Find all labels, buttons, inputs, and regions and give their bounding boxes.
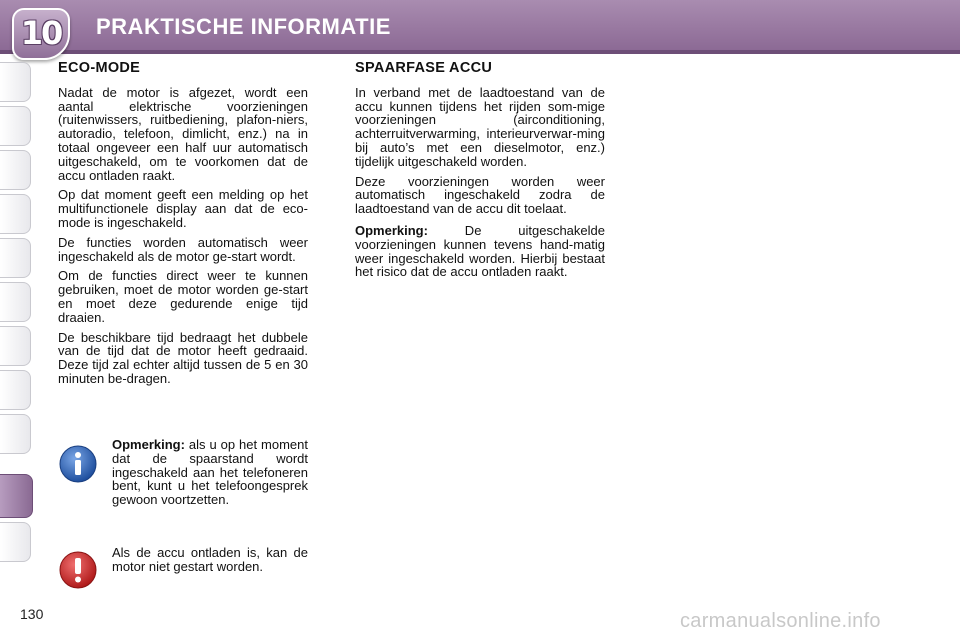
chapter-tab-2[interactable] xyxy=(0,106,31,146)
chapter-tab-3[interactable] xyxy=(0,150,31,190)
warning-note xyxy=(58,546,308,606)
battery-saving-paragraph: Deze voorzieningen worden weer automatisch ingeschakeld zodra de laadtoestand van de accu dit toelaat. xyxy=(355,173,605,217)
chapter-tabs xyxy=(0,62,34,582)
eco-mode-section xyxy=(58,62,308,392)
chapter-badge xyxy=(12,8,70,60)
watermark: carmanualsonline.info xyxy=(680,610,881,632)
battery-saving-section xyxy=(355,62,605,285)
eco-mode-paragraph: Nadat de motor is afgezet, wordt een aantal elektrische voorzieningen (ruitenwissers, ruitbediening, plafon-niers, autoradio, telefoon, dimlicht, enz.) na in totaal ongeveer een half uur automatisch uitgeschakeld, om te voorkomen dat de accu ontladen raakt. xyxy=(58,84,308,183)
eco-mode-heading: ECO-MODE xyxy=(58,60,141,76)
eco-mode-paragraph: Op dat moment geeft een melding op het multifunctionele display aan dat de eco-mode is ingeschakeld. xyxy=(58,187,308,230)
chapter-number: 10 xyxy=(20,14,62,52)
info-icon xyxy=(58,444,98,484)
note-text: De uitgeschakelde voorzieningen kunnen tevens hand-matig weer ingeschakeld worden. Hierbij bestaat het risico dat de accu ontladen raakt. xyxy=(355,222,605,280)
chapter-tab-10[interactable] xyxy=(0,474,33,518)
info-note-text xyxy=(112,438,308,507)
info-note-body: als u op het moment dat de spaarstand wordt ingeschakeld aan het telefoneren bent, kunt u het telefoongesprek gewoon voortzetten. xyxy=(112,437,308,508)
battery-saving-heading: SPAARFASE ACCU xyxy=(355,60,493,76)
chapter-tab-6[interactable] xyxy=(0,282,31,322)
warning-icon xyxy=(58,550,98,590)
eco-mode-paragraph: De beschikbare tijd bedraagt het dubbele van de tijd dat de motor heeft gedraaid. Deze tijd zal echter altijd tussen de 5 en 30 minuten be-dragen. xyxy=(58,329,308,386)
info-note-label: Opmerking: xyxy=(112,437,185,452)
chapter-tab-9[interactable] xyxy=(0,414,31,454)
eco-mode-paragraph: Om de functies direct weer te kunnen gebruiken, moet de motor worden ge-start en moet deze gedurende enige tijd draaien. xyxy=(58,268,308,325)
page-title: PRAKTISCHE INFORMATIE xyxy=(96,14,391,39)
chapter-tab-7[interactable] xyxy=(0,326,31,366)
warning-note-text: Als de accu ontladen is, kan de motor niet gestart worden. xyxy=(112,545,308,574)
battery-saving-paragraph: In verband met de laadtoestand van de accu kunnen tijdens het rijden som-mige voorzieningen (airconditioning, achterruitverwarming, interieurverwar-ming bij auto’s met een dieselmotor, enz.) tijdelijk uitgeschakeld worden. xyxy=(355,84,605,169)
note-label: Opmerking: xyxy=(355,222,428,238)
chapter-tab-1[interactable] xyxy=(0,62,31,102)
chapter-tab-5[interactable] xyxy=(0,238,31,278)
header-divider xyxy=(0,50,960,54)
page-number: 130 xyxy=(20,606,44,622)
battery-saving-note xyxy=(355,224,605,279)
chapter-tab-8[interactable] xyxy=(0,370,31,410)
eco-mode-paragraph: De functies worden automatisch weer ingeschakeld als de motor ge-start wordt. xyxy=(58,234,308,264)
chapter-tab-4[interactable] xyxy=(0,194,31,234)
info-note xyxy=(58,438,308,528)
chapter-tab-11[interactable] xyxy=(0,522,31,562)
